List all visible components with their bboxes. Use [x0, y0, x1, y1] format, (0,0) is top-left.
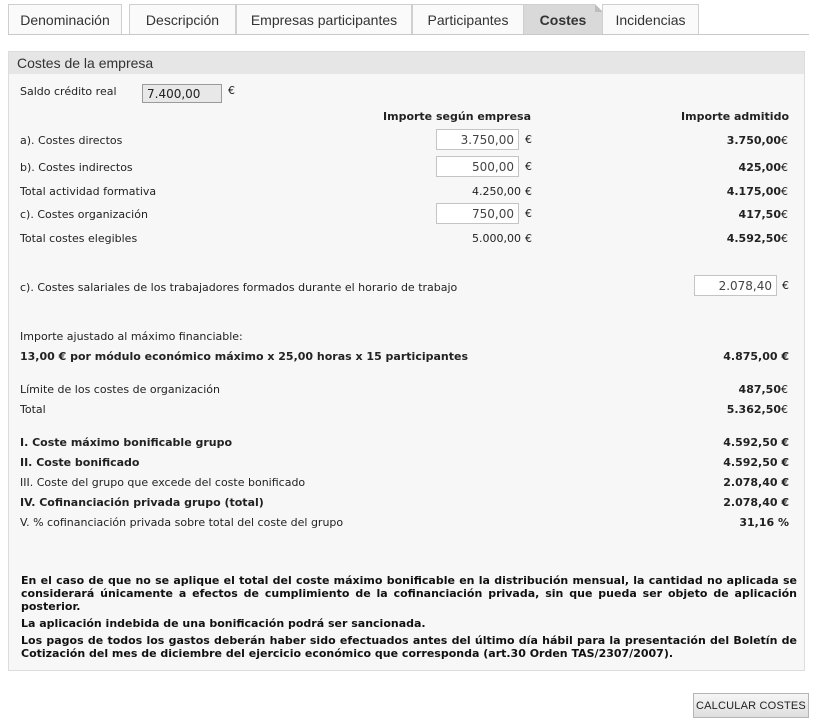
tab-incidencias[interactable]: Incidencias [602, 4, 699, 34]
total-formativa-label: Total actividad formativa [20, 185, 157, 198]
coste-maximo-label: I. Coste máximo bonificable grupo [20, 436, 233, 449]
currency-symbol: € [781, 208, 788, 221]
saldo-label: Saldo crédito real [20, 85, 117, 98]
coste-excede-label: III. Coste del grupo que excede del coste bonificado [20, 476, 306, 489]
saldo-currency: € [228, 84, 235, 97]
total-elegibles-admitido: 4.592,50 [726, 232, 781, 245]
costes-directos-label: a). Costes directos [20, 134, 123, 147]
costes-indirectos-label: b). Costes indirectos [20, 161, 133, 174]
costes-salariales-label: c). Costes salariales de los trabajadores formados durante el horario de trabajo [20, 281, 458, 294]
total-formativa-admitido: 4.175,00 [726, 185, 781, 198]
coste-excede-value: 2.078,40 € [723, 476, 789, 489]
legal-notes [21, 574, 797, 664]
total-formativa-empresa: 4.250,00 [472, 185, 521, 198]
limite-organizacion-value: 487,50 [738, 383, 781, 396]
total-value: 5.362,50 [726, 403, 781, 416]
calcular-costes-button[interactable]: CALCULAR COSTES [693, 693, 809, 718]
coste-bonificado-label: II. Coste bonificado [20, 456, 140, 469]
porcentaje-cofinanciacion-label: V. % cofinanciación privada sobre total del coste del grupo [20, 516, 344, 529]
costes-organizacion-label: c). Costes organización [20, 208, 148, 221]
currency-symbol: € [781, 161, 788, 174]
tab-bar [8, 4, 809, 35]
currency-symbol: € [782, 279, 789, 292]
importe-ajustado-label: Importe ajustado al máximo financiable: [20, 330, 243, 343]
cofinanciacion-value: 2.078,40 € [723, 496, 789, 509]
col-header-admitido: Importe admitido [681, 110, 789, 123]
note-paragraph: La aplicación indebida de una bonificación podrá ser sancionada. [21, 617, 426, 630]
tab-descripcion[interactable]: Descripción [129, 4, 236, 34]
currency-symbol: € [781, 383, 788, 396]
panel-title: Costes de la empresa [9, 52, 804, 74]
note-paragraph: Los pagos de todos los gastos deberán haber sido efectuados antes del último día hábil para la presentación del Boletín de Cotización del mes de diciembre del ejercicio económico que corresponda (art.30 Orden TAS/2307/2007). [21, 634, 797, 660]
currency-symbol: € [525, 232, 532, 245]
currency-symbol: € [525, 160, 532, 173]
currency-symbol: € [525, 207, 532, 220]
coste-maximo-value: 4.592,50 € [723, 436, 789, 449]
currency-symbol: € [525, 133, 532, 146]
currency-symbol: € [781, 403, 788, 416]
costes-organizacion-input[interactable]: 750,00 [436, 203, 519, 224]
tab-empresas-participantes[interactable]: Empresas participantes [236, 4, 412, 34]
porcentaje-cofinanciacion-value: 31,16 % [739, 516, 789, 529]
modulo-economico-value: 4.875,00 € [723, 350, 789, 363]
currency-symbol: € [781, 134, 788, 147]
total-elegibles-label: Total costes elegibles [20, 232, 138, 245]
currency-symbol: € [525, 185, 532, 198]
costes-directos-input[interactable]: 3.750,00 [436, 129, 519, 150]
col-header-empresa: Importe según empresa [383, 110, 531, 123]
saldo-field: 7.400,00 [142, 84, 222, 103]
costes-directos-admitido: 3.750,00 [726, 134, 781, 147]
total-label: Total [20, 403, 46, 416]
currency-symbol: € [781, 232, 788, 245]
tab-costes-label: Costes [539, 11, 587, 28]
costes-salariales-input[interactable]: 2.078,40 [694, 275, 777, 296]
modulo-economico-label: 13,00 € por módulo económico máximo x 25,00 horas x 15 participantes [20, 350, 468, 363]
tab-participantes[interactable]: Participantes [412, 4, 524, 34]
costes-indirectos-admitido: 425,00 [738, 161, 781, 174]
costes-indirectos-input[interactable]: 500,00 [436, 156, 519, 177]
coste-bonificado-value: 4.592,50 € [723, 456, 789, 469]
total-elegibles-empresa: 5.000,00 [472, 232, 521, 245]
currency-symbol: € [781, 185, 788, 198]
note-paragraph: En el caso de que no se aplique el total del coste máximo bonificable en la distribución mensual, la cantidad no aplicada se considerará únicamente a efectos de cumplimiento de la cofinanciación privada, sin que pueda ser objeto de aplicación posterior. [21, 574, 797, 613]
costes-organizacion-admitido: 417,50 [738, 208, 781, 221]
tab-costes[interactable] [523, 4, 603, 34]
tab-denominacion[interactable]: Denominación [8, 4, 122, 34]
cofinanciacion-label: IV. Cofinanciación privada grupo (total) [20, 496, 264, 509]
limite-organizacion-label: Límite de los costes de organización [20, 383, 220, 396]
costes-panel [8, 51, 805, 671]
